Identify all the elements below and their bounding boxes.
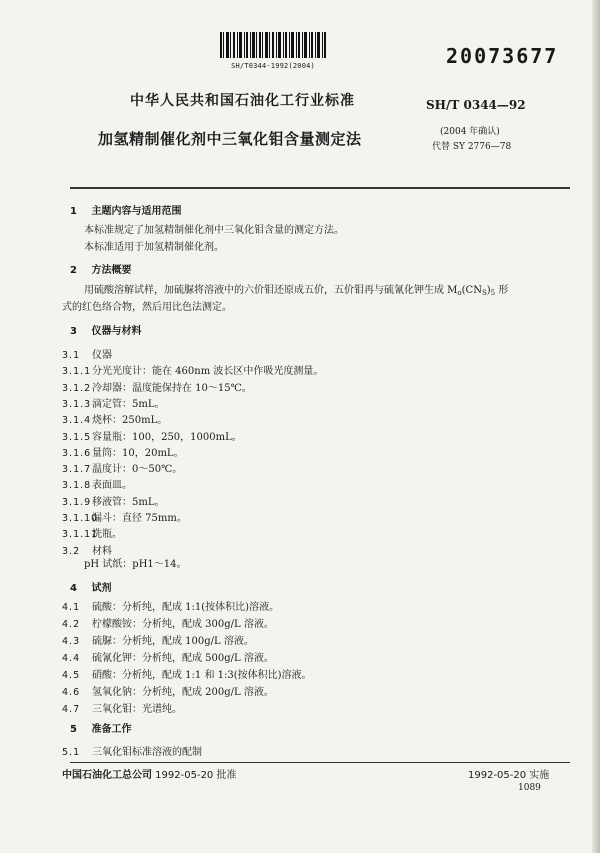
clause-number: 3.1.1: [62, 366, 92, 378]
clause-text: 硫脲：分析纯，配成 100g/L 溶液。: [92, 636, 254, 647]
list-item: [62, 666, 312, 681]
section-4-heading: 4 试剂: [70, 583, 112, 594]
clause-text: 容量瓶：100，250，1000mL。: [92, 431, 242, 443]
standard-code: SH/T 0344—92: [426, 98, 526, 112]
clause-text: 硫酸：分析纯，配成 1:1(按体积比)溶液。: [92, 602, 280, 613]
clause-number: 3.1: [62, 350, 81, 361]
section-2-heading: 2 方法概要: [70, 265, 132, 276]
list-item: [62, 598, 279, 613]
section-1-paragraph-1: 本标准规定了加氢精制催化剂中三氧化钼含量的测定方法。: [84, 225, 344, 236]
document-title: 加氢精制催化剂中三氧化钼含量测定法: [98, 130, 362, 148]
list-item: [62, 615, 274, 630]
header-divider: [70, 187, 570, 189]
list-item: [62, 525, 122, 540]
clause-text: 氢氧化钠：分析纯，配成 200g/L 溶液。: [92, 687, 274, 698]
clause-text: 洗瓶。: [92, 529, 122, 541]
clause-number: 5.1: [62, 747, 81, 758]
section-5-heading: 5 准备工作: [70, 724, 132, 735]
replaces-note: 代替 SY 2776—78: [432, 142, 512, 152]
clause-number: 4.7: [62, 704, 81, 715]
clause-text: 材料: [92, 545, 112, 557]
section-2-paragraph-line-2: 式的红色络合物，然后用比色法测定。: [62, 302, 232, 313]
clause-text: 硝酸：分析纯，配成 1:1 和 1:3(按体积比)溶液。: [92, 670, 312, 681]
implementation-date: 1992-05-20 实施: [468, 770, 550, 781]
list-item: [62, 411, 167, 426]
barcode: [218, 30, 328, 62]
list-item: [62, 743, 202, 758]
clause-text: 分光光度计：能在 460nm 波长区中作吸光度测量。: [92, 366, 324, 378]
clause-number: 4.2: [62, 619, 81, 630]
scan-edge-shadow: [592, 0, 600, 853]
clause-number: 3.1.4: [62, 415, 92, 427]
ph-paper-item: pH 试纸：pH1～14。: [84, 559, 187, 570]
clause-number: 4.5: [62, 670, 81, 681]
barcode-number: SH/T0344-1992(2004): [231, 62, 315, 70]
clause-number: 3.1.11: [62, 529, 99, 541]
clause-text: 柠檬酸铵：分析纯，配成 300g/L 溶液。: [92, 619, 274, 630]
footer-divider: [70, 762, 570, 763]
clause-number: 4.4: [62, 653, 81, 664]
clause-text: 硫氰化钾：分析纯，配成 500g/L 溶液。: [92, 653, 274, 664]
clause-text: 量筒：10，20mL。: [92, 447, 184, 459]
section-3-heading: 3 仪器与材料: [70, 326, 142, 337]
list-item: [62, 509, 187, 524]
clause-number: 3.1.2: [62, 382, 92, 394]
list-item: [62, 395, 165, 410]
clause-text: 滴定管：5mL。: [92, 398, 165, 410]
clause-text: 温度计：0～50℃。: [92, 464, 183, 476]
issuing-organization: 中华人民共和国石油化工行业标准: [130, 93, 355, 109]
confirmation-note: (2004 年确认): [440, 127, 500, 137]
clause-text: 仪器: [92, 350, 112, 361]
clause-number: 3.1.6: [62, 447, 92, 459]
clause-number: 3.1.5: [62, 431, 92, 443]
list-item: [62, 649, 274, 664]
list-item: [62, 444, 184, 459]
clause-number: 3.1.7: [62, 464, 92, 476]
clause-number: 3.1.3: [62, 398, 92, 410]
section-2-paragraph-line-1: 用硫酸溶解试样，加硫脲将溶液中的六价钼还原成五价，五价钼再与硫氰化钾生成 $M_o(CN_S)_5$ 形: [84, 285, 509, 297]
clause-text: 三氧化钼：光谱纯。: [92, 704, 182, 715]
section-1-paragraph-2: 本标准适用于加氢精制催化剂。: [84, 242, 224, 253]
approval-line: 中国石油化工总公司 1992-05-20 批准: [62, 770, 237, 781]
clause-number: 4.3: [62, 636, 81, 647]
list-item: [62, 346, 112, 361]
clause-text: 表面皿。: [92, 480, 132, 492]
page-number: 1089: [518, 783, 541, 793]
list-item: [62, 362, 323, 377]
list-item: [62, 476, 132, 491]
list-item: [62, 493, 165, 508]
clause-number: 4.6: [62, 687, 81, 698]
clause-text: 漏斗：直径 75mm。: [92, 513, 187, 524]
clause-number: 3.1.10: [62, 513, 99, 524]
list-item: [62, 379, 252, 394]
clause-text: 三氧化钼标准溶液的配制: [92, 747, 202, 758]
list-item: [62, 632, 254, 647]
clause-number: 3.2: [62, 545, 81, 557]
section-1-heading: 1 主题内容与适用范围: [70, 206, 182, 217]
list-item: [62, 428, 242, 443]
clause-number: 4.1: [62, 602, 81, 613]
clause-text: 移液管：5mL。: [92, 496, 165, 508]
clause-number: 3.1.8: [62, 480, 92, 492]
clause-text: 冷却器：温度能保持在 10～15℃。: [92, 382, 252, 394]
clause-text: 烧杯：250mL。: [92, 415, 168, 427]
list-item: [62, 700, 182, 715]
list-item: [62, 460, 182, 475]
clause-number: 3.1.9: [62, 496, 92, 508]
archive-number: 20073677: [446, 44, 559, 68]
list-item: [62, 683, 274, 698]
